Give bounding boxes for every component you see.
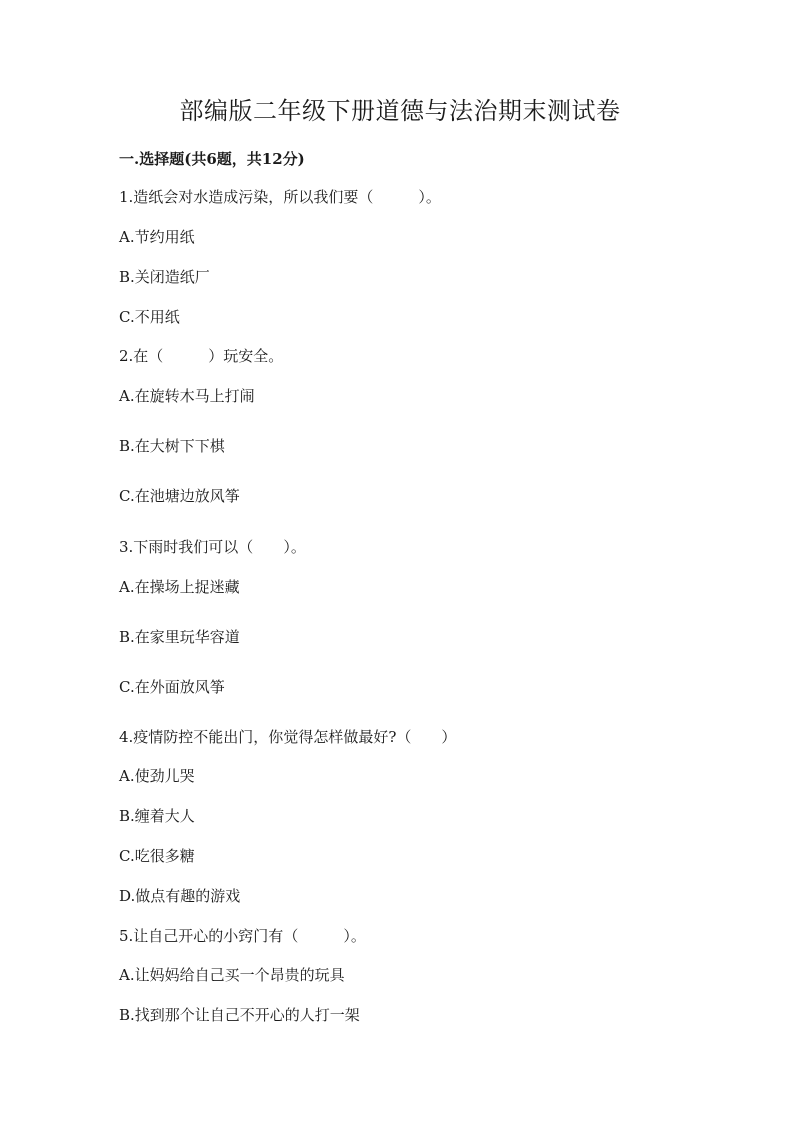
question-1-option-a: A.节约用纸 [119, 228, 195, 246]
question-3-option-c: C.在外面放风筝 [119, 678, 225, 696]
question-5-option-a: A.让妈妈给自己买一个昂贵的玩具 [119, 966, 345, 984]
question-2-option-c: C.在池塘边放风筝 [119, 487, 240, 505]
question-4-option-d: D.做点有趣的游戏 [119, 887, 241, 905]
question-1-option-c: C.不用纸 [119, 308, 180, 326]
question-1-stem: 1.造纸会对水造成污染，所以我们要（ ）。 [119, 188, 441, 206]
question-3-option-b: B.在家里玩华容道 [119, 628, 240, 646]
question-4-option-c: C.吃很多糖 [119, 847, 195, 865]
question-5-stem: 5.让自己开心的小窍门有（ ）。 [119, 927, 366, 945]
page-title: 部编版二年级下册道德与法治期末测试卷 [179, 97, 621, 125]
question-3-stem: 3.下雨时我们可以（ ）。 [119, 538, 306, 556]
question-2-stem: 2.在（ ）玩安全。 [119, 347, 284, 365]
question-5-option-b: B.找到那个让自己不开心的人打一架 [119, 1006, 360, 1024]
section-heading: 一.选择题(共6题，共12分) [119, 150, 305, 168]
question-4-option-b: B.缠着大人 [119, 807, 195, 825]
question-2-option-b: B.在大树下下棋 [119, 437, 225, 455]
question-4-stem: 4.疫情防控不能出门，你觉得怎样做最好?（ ） [119, 728, 457, 746]
question-3-option-a: A.在操场上捉迷藏 [119, 578, 240, 596]
question-2-option-a: A.在旋转木马上打闹 [119, 387, 255, 405]
question-4-option-a: A.使劲儿哭 [119, 767, 195, 785]
question-1-option-b: B.关闭造纸厂 [119, 268, 210, 286]
